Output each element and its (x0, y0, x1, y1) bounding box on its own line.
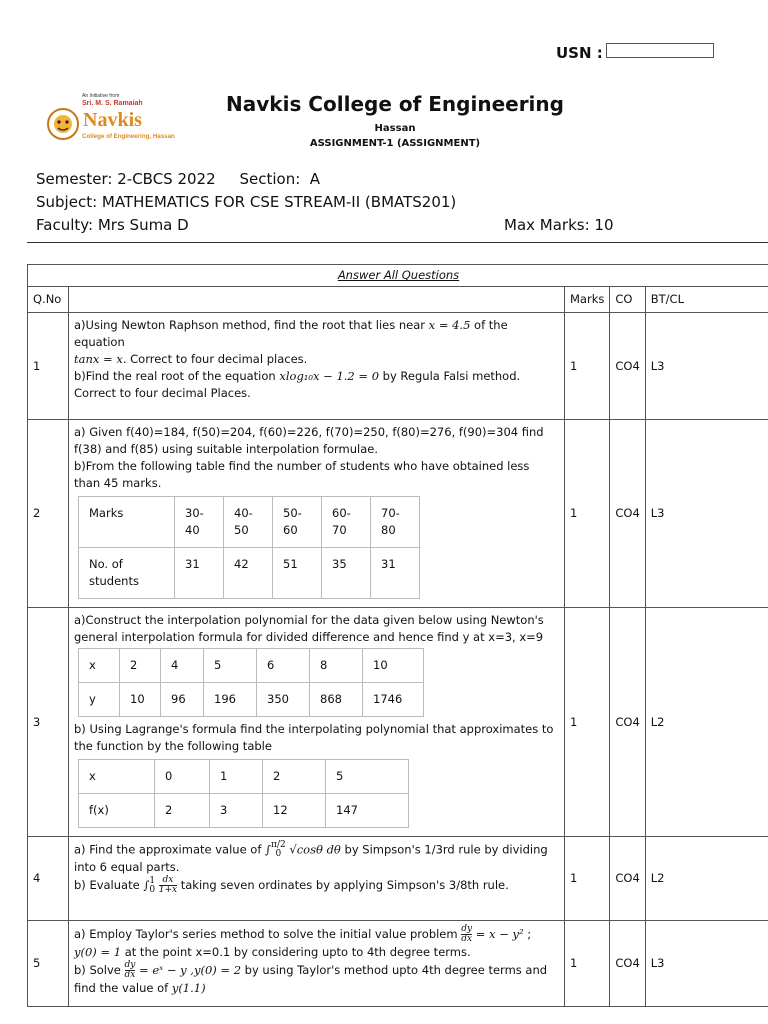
question-row (28, 420, 768, 608)
question-number: 2 (28, 420, 69, 608)
newton-data-table (78, 648, 424, 717)
question-co: CO4 (610, 921, 645, 1007)
header-question (69, 287, 565, 313)
question-bt: L2 (645, 837, 768, 921)
cell: 5 (326, 760, 409, 794)
cell: 35 (322, 548, 371, 599)
q5a-text: a) Employ Taylor's series method to solve the initial value problem (74, 927, 462, 941)
question-text (69, 837, 565, 921)
header-row (28, 287, 768, 313)
question-bt: L2 (645, 608, 768, 837)
cell: 868 (310, 683, 363, 717)
question-row (28, 921, 768, 1007)
cell: 196 (204, 683, 257, 717)
question-marks: 1 (565, 608, 610, 837)
cell: 350 (257, 683, 310, 717)
q1a-math: x = 4.5 (428, 318, 471, 332)
logo-brand: Navkis (83, 109, 142, 131)
subject: Subject: MATHEMATICS FOR CSE STREAM-II (BMATS201) (36, 193, 457, 211)
inner-row (79, 497, 420, 548)
header-btcl: BT/CL (645, 287, 768, 313)
logo-subtitle: College of Engineering, Hassan (82, 133, 175, 140)
question-bt: L3 (645, 420, 768, 608)
q1b-equation: xlog₁₀x − 1.2 = 0 (279, 369, 380, 383)
college-name: Navkis College of Engineering (226, 92, 564, 116)
assignment-title: ASSIGNMENT-1 (ASSIGNMENT) (309, 138, 481, 149)
question-co: CO4 (610, 420, 645, 608)
q4b-text2: taking seven ordinates by applying Simpson's 3/8th rule. (177, 878, 509, 892)
inner-row (79, 683, 424, 717)
logo-founder: Sri. M. S. Ramaiah (82, 100, 143, 107)
cell: 31 (175, 548, 224, 599)
fraction-numerator: dy (124, 960, 136, 970)
cell: Marks (79, 497, 175, 548)
cell: 51 (273, 548, 322, 599)
cell: 6 (257, 649, 310, 683)
cell: 4 (161, 649, 204, 683)
fraction-denominator: dx (124, 970, 136, 980)
q3b-text: b) Using Lagrange's formula find the interpolating polynomial that approximates to the function by the following table (74, 722, 554, 753)
marks-students-table (78, 496, 420, 599)
question-text (69, 608, 565, 837)
question-number: 3 (28, 608, 69, 837)
integral-sign: ∫ (143, 878, 150, 892)
q5a-text3: at the point x=0.1 by considering upto to 4th degree terms. (121, 945, 471, 959)
q2b-text: b)From the following table find the number of students who have obtained less than 45 marks. (74, 459, 530, 490)
integral-lower-limit: 0 (275, 849, 282, 859)
question-number: 5 (28, 921, 69, 1007)
q1b-text: b)Find the real root of the equation (74, 369, 280, 383)
usn-label: USN : (556, 44, 603, 62)
q4a-text: a) Find the approximate value of (74, 842, 266, 857)
q5a-text2: ; (523, 927, 532, 941)
q5b-equation: = eˣ − y ,y(0) = 2 (135, 963, 242, 977)
cell: 2 (263, 760, 326, 794)
inner-row (79, 649, 424, 683)
cell: 42 (224, 548, 273, 599)
q3a-text: a)Construct the interpolation polynomial for the data given below using Newton's general interpolation formula for divided difference and hence find y at x=3, x=9 (74, 613, 544, 644)
q1a-text3: . Correct to four decimal places. (122, 352, 308, 366)
header-qno: Q.No (28, 287, 69, 313)
faculty: Faculty: Mrs Suma D (36, 216, 189, 234)
questions-table (27, 264, 768, 1007)
q5b-text2: by using Taylor's method upto 4th degree terms and (241, 963, 548, 977)
cell: 40- 50 (224, 497, 273, 548)
logo-tagline: An Initiative from (82, 93, 120, 99)
fraction-numerator: dy (461, 924, 473, 934)
usn-input-box[interactable] (606, 43, 714, 58)
q1a-text: a)Using Newton Raphson method, find the root that lies near (74, 318, 429, 332)
question-row (28, 313, 768, 420)
cell: 60- 70 (322, 497, 371, 548)
question-text (69, 313, 565, 420)
question-number: 4 (28, 837, 69, 921)
header-co: CO (610, 287, 645, 313)
question-bt: L3 (645, 313, 768, 420)
q4b-text: b) Evaluate (74, 878, 144, 892)
question-co: CO4 (610, 837, 645, 921)
question-marks: 1 (565, 921, 610, 1007)
q4a-text2: by Simpson's 1/3rd rule by dividing into 6 equal parts. (74, 842, 548, 874)
header-divider (27, 242, 768, 243)
inner-row (79, 794, 409, 828)
q5b-text: b) Solve (74, 963, 125, 977)
cell: 2 (155, 794, 210, 828)
q4a-integrand: √cosθ dθ (289, 842, 341, 857)
question-co: CO4 (610, 608, 645, 837)
q5a-equation: = x − y² (472, 927, 524, 941)
semester-section: Semester: 2-CBCS 2022 Section: A (36, 170, 321, 188)
question-co: CO4 (610, 313, 645, 420)
cell: 5 (204, 649, 257, 683)
header-marks: Marks (565, 287, 610, 313)
cell: 1 (210, 760, 263, 794)
question-bt: L3 (645, 921, 768, 1007)
integral-lower-limit: 0 (149, 884, 156, 895)
cell: 30- 40 (175, 497, 224, 548)
cell: x (79, 649, 120, 683)
integral-upper-limit: π/2 (271, 840, 286, 850)
cell: 96 (161, 683, 204, 717)
cell: 31 (371, 548, 420, 599)
cell: x (79, 760, 155, 794)
cell: 10 (120, 683, 161, 717)
college-city: Hassan (374, 123, 416, 134)
cell: 8 (310, 649, 363, 683)
cell: 12 (263, 794, 326, 828)
cell: 50- 60 (273, 497, 322, 548)
q5b-math: y(1.1) (171, 981, 206, 995)
cell: 147 (326, 794, 409, 828)
question-row (28, 608, 768, 837)
integral-upper-limit: 1 (149, 875, 156, 886)
inner-row (79, 548, 420, 599)
lagrange-data-table (78, 759, 409, 828)
cell: 70- 80 (371, 497, 420, 548)
q1a-text2: of the equation (74, 318, 508, 349)
integral-sign: ∫ (265, 842, 272, 857)
cell: 0 (155, 760, 210, 794)
q5b-text3: find the value of (74, 981, 172, 995)
fraction-denominator: dx (461, 934, 473, 944)
q1b-text2: by Regula Falsi method. (379, 369, 521, 383)
inner-row (79, 760, 409, 794)
max-marks: Max Marks: 10 (504, 216, 614, 234)
question-text (69, 420, 565, 608)
cell: f(x) (79, 794, 155, 828)
q1b-text3: Correct to four decimal Places. (74, 386, 251, 400)
cell: y (79, 683, 120, 717)
table-title: Answer All Questions (28, 265, 768, 287)
question-marks: 1 (565, 837, 610, 921)
question-marks: 1 (565, 313, 610, 420)
q1a-equation: tanx = x (74, 352, 123, 366)
question-number: 1 (28, 313, 69, 420)
q5a-initial-condition: y(0) = 1 (74, 945, 122, 959)
cell: 1746 (363, 683, 424, 717)
cell: 10 (363, 649, 424, 683)
question-text (69, 921, 565, 1007)
fraction-denominator: 1+x (158, 885, 178, 895)
q2a-text: a) Given f(40)=184, f(50)=204, f(60)=226, f(70)=250, f(80)=276, f(90)=304 find f(38) and f(85) using suitable interpolation formulae. (74, 425, 544, 456)
question-row (28, 837, 768, 921)
question-marks: 1 (565, 420, 610, 608)
fraction-numerator: dx (159, 876, 177, 886)
cell: No. of students (79, 548, 175, 599)
cell: 3 (210, 794, 263, 828)
cell: 2 (120, 649, 161, 683)
